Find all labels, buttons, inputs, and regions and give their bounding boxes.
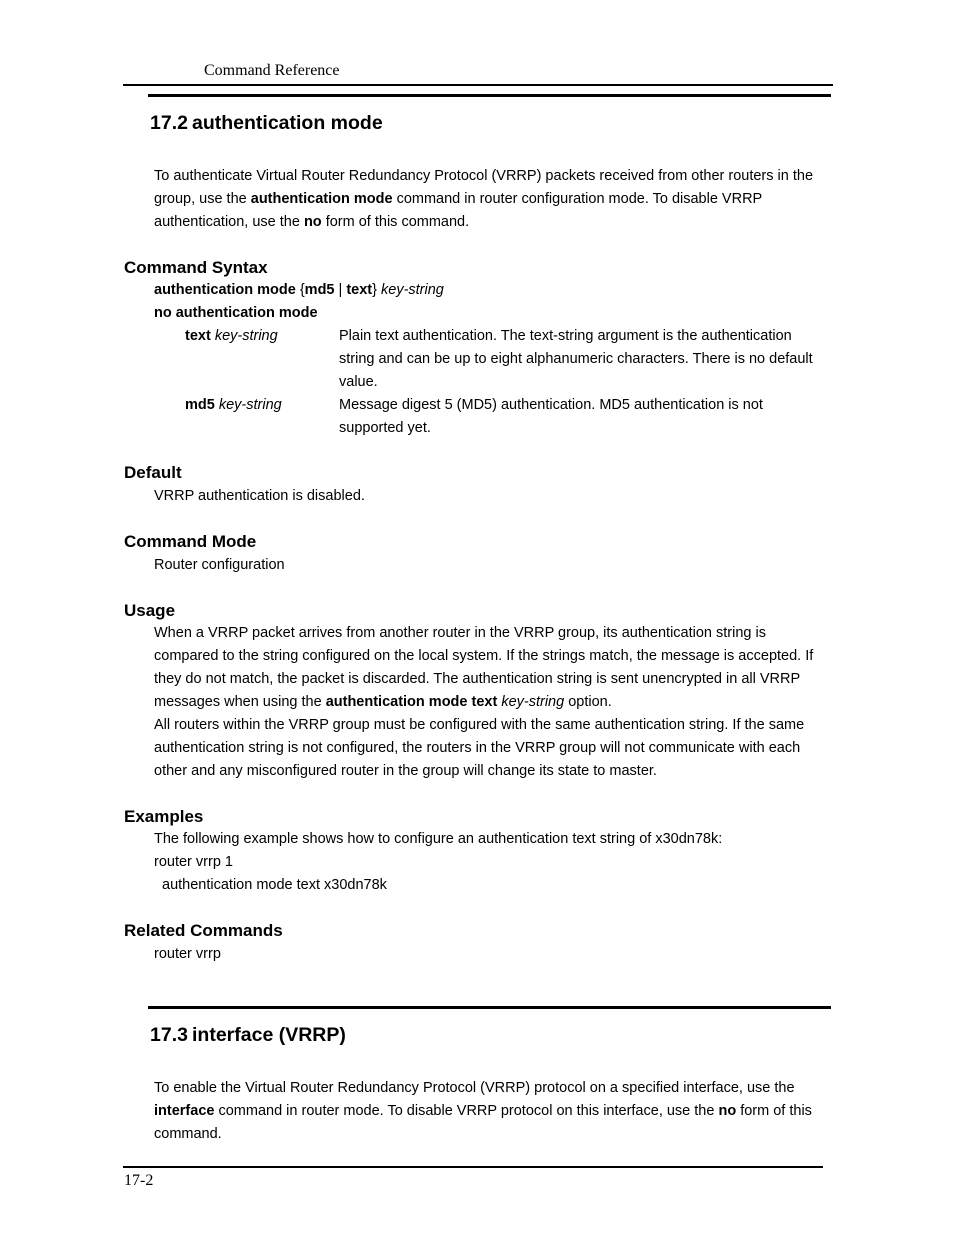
section-number: 17.3 (150, 1024, 188, 1046)
section-title: interface (VRRP) (192, 1024, 346, 1046)
syntax-line-2: no authentication mode (154, 305, 318, 321)
running-header-title: Command Reference (204, 62, 340, 79)
syntax-line-1: authentication mode {md5 | text} key-string (154, 282, 444, 298)
no-keyword: no (718, 1103, 737, 1119)
usage-heading: Usage (124, 601, 176, 620)
default-text: VRRP authentication is disabled. (154, 488, 365, 504)
command-keyword: authentication mode (250, 191, 393, 207)
section-rule-17-2 (148, 94, 831, 97)
examples-intro: The following example shows how to configure an authentication text string of x30dn78k: (154, 831, 723, 847)
example-code-line-2: authentication mode text x30dn78k (162, 877, 387, 893)
usage-paragraph-1: When a VRRP packet arrives from another router in the VRRP group, its authentication string is compared to the string configured on the local system. If the strings match, the message is accepted. If they do not match, the packet is discarded. The authentication string is sent unencrypted in all VRRP messages when using the authentication mode text key-string option. (154, 625, 814, 710)
page-number: 17-2 (124, 1172, 154, 1189)
section-intro: To authenticate Virtual Router Redundancy Protocol (VRRP) packets received from other routers in the group, use the authentication mode command in router configuration mode. To disable VRRP authentication, use the no form of this command. (154, 168, 814, 230)
section-heading-17-3 (150, 1024, 346, 1047)
header-rule (123, 84, 833, 86)
command-syntax-heading: Command Syntax (124, 258, 268, 277)
example-code-line-1: router vrrp 1 (154, 854, 233, 870)
command-keyword: interface (154, 1103, 215, 1119)
section-rule-17-3 (148, 1006, 831, 1009)
param-md5-name: md5 key-string (185, 397, 282, 413)
section-number: 17.2 (150, 112, 188, 134)
examples-heading: Examples (124, 807, 204, 826)
param-text-description: Plain text authentication. The text-string argument is the authentication string and can be up to eight alphanumeric characters. There is no default value. (339, 328, 813, 390)
related-commands-text: router vrrp (154, 946, 221, 962)
param-text-name: text key-string (185, 328, 278, 344)
section-heading-17-2 (150, 112, 383, 135)
command-mode-heading: Command Mode (124, 532, 257, 551)
related-commands-heading: Related Commands (124, 921, 283, 940)
usage-paragraph-2: All routers within the VRRP group must be configured with the same authentication string. If the same authentication string is not configured, the routers in the VRRP group will not communicate with each other and any misconfigured router in the group will change its state to master. (154, 717, 805, 779)
param-md5-description: Message digest 5 (MD5) authentication. MD5 authentication is not supported yet. (339, 397, 763, 436)
command-mode-text: Router configuration (154, 557, 285, 573)
section-intro-17-3: To enable the Virtual Router Redundancy Protocol (VRRP) protocol on a specified interface, use the interface command in router mode. To disable VRRP protocol on this interface, use the no form of this command. (154, 1080, 812, 1142)
default-heading: Default (124, 463, 182, 482)
no-keyword: no (303, 214, 322, 230)
footer-rule (123, 1166, 823, 1168)
section-title: authentication mode (192, 112, 383, 134)
